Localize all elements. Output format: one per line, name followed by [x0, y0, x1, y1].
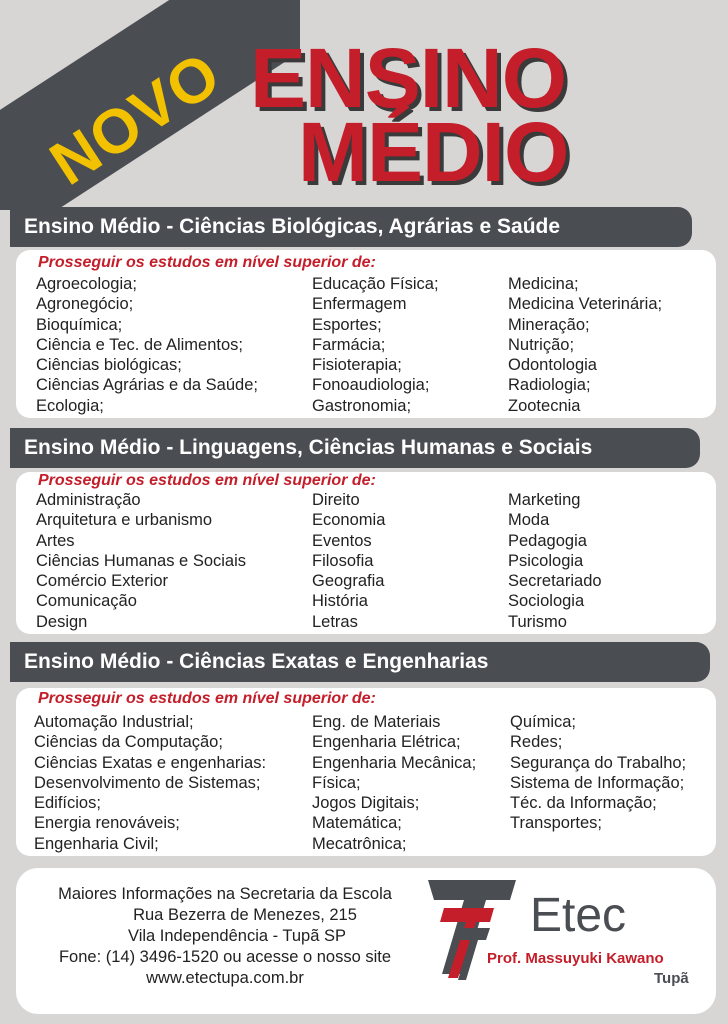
course-item: Engenharia Civil; [34, 834, 159, 853]
course-item: Turismo [508, 612, 567, 631]
course-item: Medicina; [508, 275, 579, 293]
course-item: Direito [312, 491, 360, 509]
course-item: Química; [510, 713, 577, 731]
course-item: Mineração; [508, 315, 590, 334]
course-item: Energia renováveis; [34, 814, 180, 833]
course-item: Jogos Digitais; [312, 794, 420, 813]
course-column-2 [312, 712, 476, 854]
course-column-2 [312, 274, 439, 416]
course-item: História [312, 592, 368, 611]
course-item: Psicologia [508, 551, 584, 570]
course-item: Ciências Agrárias e da Saúde; [36, 376, 258, 395]
course-item: Física; [312, 773, 361, 792]
course-item: Engenharia Elétrica; [312, 733, 461, 752]
course-column-3 [510, 712, 686, 834]
section-subtitle: Prosseguir os estudos em nível superior de: [38, 254, 376, 271]
course-item: Design [36, 612, 88, 631]
course-item: Radiologia; [508, 376, 591, 395]
course-item: Matemática; [312, 814, 402, 833]
novo-badge: NOVO [38, 39, 233, 199]
course-item: Ciências Exatas e engenharias: [34, 753, 267, 772]
course-item: Ciências da Computação; [34, 733, 223, 752]
course-column-2 [312, 490, 385, 632]
course-item: Letras [312, 612, 358, 631]
course-item: Sociologia [508, 592, 585, 611]
section-subtitle: Prosseguir os estudos em nível superior de: [38, 472, 376, 489]
logo-wordmark: Etec [530, 889, 627, 942]
course-item: Ecologia; [36, 396, 104, 415]
course-item: Administração [36, 491, 141, 509]
course-item: Ciências biológicas; [36, 356, 182, 375]
address-line: Rua Bezerra de Menezes, 215 [133, 906, 357, 924]
section-subtitle: Prosseguir os estudos em nível superior de: [38, 690, 376, 707]
section-header-biologicas: Ensino Médio - Ciências Biológicas, Agrárias e Saúde [10, 207, 692, 247]
course-column-1 [34, 712, 266, 854]
course-item: Farmácia; [312, 335, 386, 354]
course-item: Nutrição; [508, 335, 575, 354]
course-item: Agroecologia; [36, 275, 137, 293]
course-column-1 [36, 274, 258, 416]
contact-info [30, 884, 420, 989]
school-name: Prof. Massuyuki Kawano [487, 950, 664, 967]
course-item: Economia [312, 511, 386, 530]
course-column-3 [508, 274, 662, 416]
course-item: Secretariado [508, 572, 602, 591]
course-item: Marketing [508, 491, 581, 509]
course-item: Geografia [312, 572, 385, 591]
course-item: Automação Industrial; [34, 713, 194, 731]
course-item: Arquitetura e urbanismo [36, 511, 213, 530]
course-column-3 [508, 490, 602, 632]
phone-line: Fone: (14) 3496-1520 ou acesse o nosso site [58, 948, 392, 966]
course-item: Artes [36, 531, 75, 550]
course-item: Comunicação [36, 592, 137, 611]
city-name: Tupã [654, 970, 689, 987]
course-item: Redes; [510, 733, 563, 752]
course-item: Medicina Veterinária; [508, 295, 663, 314]
course-item: Eventos [312, 531, 372, 550]
page-title-line1: ENSINO [250, 31, 567, 125]
course-item: Odontologia [508, 356, 597, 375]
course-item: Mecatrônica; [312, 834, 407, 853]
contact-line: Maiores Informações na Secretaria da Escola [58, 885, 392, 903]
course-item: Moda [508, 511, 550, 530]
course-item: Fonoaudiologia; [312, 376, 430, 395]
course-item: Enfermagem [312, 295, 407, 314]
course-item: Ciências Humanas e Sociais [36, 551, 247, 570]
course-item: Comércio Exterior [36, 572, 169, 591]
course-item: Ciência e Tec. de Alimentos; [36, 335, 243, 354]
course-item: Esportes; [312, 315, 382, 334]
course-item: Zootecnia [508, 396, 581, 415]
course-item: Segurança do Trabalho; [510, 753, 687, 772]
course-item: Pedagogia [508, 531, 587, 550]
course-item: Edifícios; [34, 794, 101, 813]
course-item: Gastronomia; [312, 396, 412, 415]
course-item: Transportes; [510, 814, 603, 833]
course-item: Agronegócio; [36, 295, 134, 314]
section-header-humanas: Ensino Médio - Linguagens, Ciências Humanas e Sociais [10, 428, 700, 468]
course-item: Eng. de Materiais [312, 713, 441, 731]
course-item: Sistema de Informação; [510, 773, 685, 792]
course-item: Bioquímica; [36, 315, 123, 334]
course-item: Fisioterapia; [312, 356, 402, 375]
course-item: Filosofia [312, 551, 374, 570]
course-item: Educação Física; [312, 275, 439, 293]
course-item: Engenharia Mecânica; [312, 753, 477, 772]
course-item: Desenvolvimento de Sistemas; [34, 773, 261, 792]
course-item: Téc. da Informação; [510, 794, 657, 813]
course-column-1 [36, 490, 246, 632]
page-title-line2: MÉDIO [298, 105, 569, 199]
section-header-exatas: Ensino Médio - Ciências Exatas e Engenharias [10, 642, 710, 682]
website-link[interactable]: www.etectupa.com.br [146, 969, 304, 987]
district-line: Vila Independência - Tupã SP [127, 927, 347, 945]
